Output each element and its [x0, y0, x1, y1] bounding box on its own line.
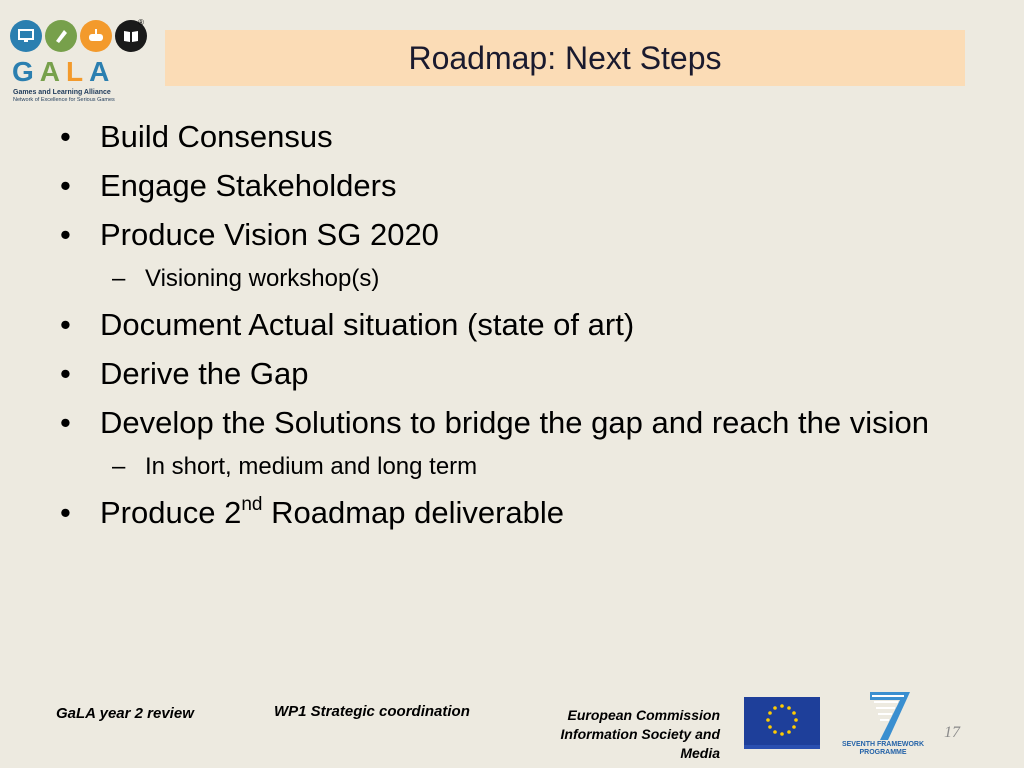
bullet-text: Develop the Solutions to bridge the gap and reach the vision — [100, 405, 929, 440]
gala-logo — [10, 18, 150, 104]
footer-european-commission — [520, 706, 720, 763]
sub-bullet-text: Visioning workshop(s) — [145, 265, 380, 292]
superscript: nd — [241, 493, 263, 515]
monitor-icon — [10, 20, 42, 52]
bullet-marker: • — [60, 495, 71, 530]
sub-bullet-marker: – — [112, 453, 126, 480]
logo-icons — [10, 18, 150, 58]
footer-event: GaLA year 2 review — [56, 705, 194, 722]
bullet-marker: • — [60, 307, 71, 342]
wordmark-letter: A — [39, 56, 67, 87]
bullet-text: Build Consensus — [100, 119, 333, 154]
wordmark-letter: L — [66, 56, 90, 87]
pen-icon — [45, 20, 77, 52]
bullet-text — [100, 494, 564, 532]
bullet-text: Derive the Gap — [100, 356, 309, 391]
bullet-marker: • — [60, 119, 71, 154]
fp7-label-line: PROGRAMME — [859, 749, 907, 756]
slide-title: Roadmap: Next Steps — [408, 39, 722, 76]
footer-workpackage: WP1 Strategic coordination — [274, 703, 470, 720]
page-number: 17 — [944, 724, 960, 741]
registered-mark: ® — [138, 18, 144, 27]
sub-bullet-marker: – — [112, 265, 126, 292]
bullet-text: Produce Vision SG 2020 — [100, 217, 439, 252]
bullet-marker: • — [60, 356, 71, 391]
footer-ec-line: European Commission — [567, 707, 720, 723]
bullet-text-part: Roadmap deliverable — [262, 495, 565, 530]
eu-flag-strip — [744, 745, 820, 749]
bullet-text-part: Produce 2 — [100, 495, 242, 530]
logo-wordmark — [12, 57, 115, 87]
wordmark-letter: G — [12, 56, 40, 87]
fp7-label — [840, 741, 926, 757]
fp7-seven-icon — [840, 690, 926, 742]
eu-flag-icon — [744, 697, 820, 749]
wordmark-letter: A — [89, 56, 116, 87]
logo-subtitle: Network of Excellence for Serious Games — [13, 97, 115, 103]
bullet-text: Engage Stakeholders — [100, 168, 397, 203]
bullet-marker: • — [60, 168, 71, 203]
bullet-text: Document Actual situation (state of art) — [100, 307, 635, 342]
footer-ec-line: Information Society and — [560, 726, 720, 742]
sub-bullet-text: In short, medium and long term — [145, 453, 478, 480]
fp7-logo — [840, 690, 926, 756]
fp7-label-line: SEVENTH FRAMEWORK — [841, 741, 925, 748]
gamepad-icon — [80, 20, 112, 52]
bullet-marker: • — [60, 405, 71, 440]
bullet-marker: • — [60, 217, 71, 252]
title-bar — [165, 30, 965, 86]
footer-ec-line: Media — [680, 745, 720, 761]
logo-tagline: Games and Learning Alliance — [13, 89, 111, 96]
eu-stars — [744, 697, 820, 745]
